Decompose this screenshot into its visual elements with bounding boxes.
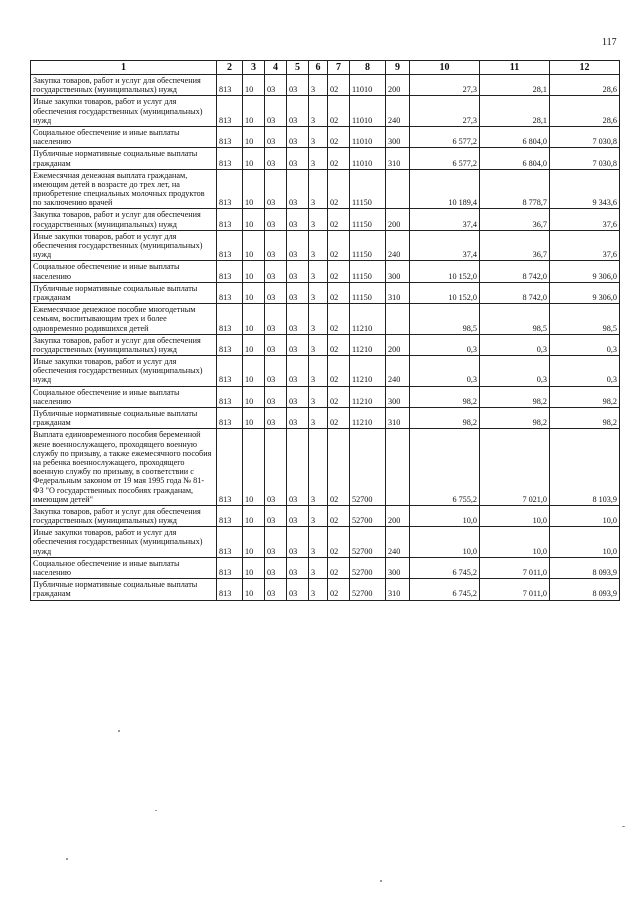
column-header: 11 [480, 61, 550, 75]
cell-col-5: 03 [287, 261, 309, 282]
cell-col-2: 813 [217, 557, 243, 578]
cell-col-4: 03 [265, 282, 287, 303]
cell-col-2: 813 [217, 579, 243, 600]
table-row [31, 282, 620, 303]
cell-col-3: 10 [243, 505, 265, 526]
cell-col-4: 03 [265, 408, 287, 429]
column-header: 3 [243, 61, 265, 75]
cell-col-5: 03 [287, 75, 309, 96]
cell-col-4: 03 [265, 527, 287, 558]
cell-col-8: 11010 [350, 96, 386, 127]
cell-col-7: 02 [328, 75, 350, 96]
cell-col-11: 28,1 [480, 96, 550, 127]
cell-col-11: 28,1 [480, 75, 550, 96]
cell-col-7: 02 [328, 261, 350, 282]
table-body [31, 75, 620, 601]
cell-col-2: 813 [217, 386, 243, 407]
cell-col-6: 3 [309, 579, 328, 600]
cell-col-9: 240 [386, 356, 410, 387]
cell-col-4: 03 [265, 209, 287, 230]
cell-col-10: 10 152,0 [410, 282, 480, 303]
cell-col-9: 310 [386, 408, 410, 429]
table-row [31, 126, 620, 147]
cell-col-3: 10 [243, 261, 265, 282]
cell-col-5: 03 [287, 386, 309, 407]
cell-col-3: 10 [243, 356, 265, 387]
cell-col-5: 03 [287, 169, 309, 209]
cell-col-11: 8 742,0 [480, 261, 550, 282]
cell-col-5: 03 [287, 96, 309, 127]
cell-col-3: 10 [243, 96, 265, 127]
scan-speck [118, 730, 120, 732]
cell-col-4: 03 [265, 579, 287, 600]
cell-col-10: 27,3 [410, 75, 480, 96]
cell-col-3: 10 [243, 304, 265, 335]
column-header: 7 [328, 61, 350, 75]
cell-col-7: 02 [328, 282, 350, 303]
cell-col-12: 8 103,9 [550, 429, 620, 506]
cell-col-4: 03 [265, 304, 287, 335]
cell-col-5: 03 [287, 505, 309, 526]
cell-col-10: 10 152,0 [410, 261, 480, 282]
cell-col-10: 6 577,2 [410, 148, 480, 169]
cell-col-6: 3 [309, 557, 328, 578]
cell-col-8: 11150 [350, 230, 386, 261]
cell-col-2: 813 [217, 334, 243, 355]
scan-speck [155, 810, 157, 811]
cell-col-9: 200 [386, 505, 410, 526]
cell-col-12: 8 093,9 [550, 557, 620, 578]
cell-col-8: 11210 [350, 334, 386, 355]
cell-col-6: 3 [309, 304, 328, 335]
cell-col-8: 11210 [350, 408, 386, 429]
row-name-cell: Публичные нормативные социальные выплаты гражданам [31, 282, 217, 303]
row-name-cell: Социальное обеспечение и иные выплаты населению [31, 261, 217, 282]
column-header: 9 [386, 61, 410, 75]
cell-col-5: 03 [287, 334, 309, 355]
cell-col-2: 813 [217, 527, 243, 558]
budget-table [30, 60, 620, 601]
cell-col-12: 0,3 [550, 356, 620, 387]
cell-col-8: 52700 [350, 527, 386, 558]
cell-col-11: 8 742,0 [480, 282, 550, 303]
cell-col-7: 02 [328, 230, 350, 261]
cell-col-7: 02 [328, 334, 350, 355]
cell-col-8: 11010 [350, 126, 386, 147]
cell-col-8: 11210 [350, 386, 386, 407]
cell-col-3: 10 [243, 527, 265, 558]
cell-col-3: 10 [243, 334, 265, 355]
cell-col-2: 813 [217, 169, 243, 209]
cell-col-11: 7 011,0 [480, 579, 550, 600]
table-row [31, 75, 620, 96]
cell-col-11: 0,3 [480, 356, 550, 387]
cell-col-6: 3 [309, 505, 328, 526]
cell-col-5: 03 [287, 230, 309, 261]
cell-col-3: 10 [243, 209, 265, 230]
cell-col-11: 10,0 [480, 527, 550, 558]
cell-col-4: 03 [265, 386, 287, 407]
cell-col-6: 3 [309, 408, 328, 429]
cell-col-8: 11150 [350, 209, 386, 230]
cell-col-7: 02 [328, 126, 350, 147]
cell-col-2: 813 [217, 75, 243, 96]
cell-col-12: 98,5 [550, 304, 620, 335]
row-name-cell: Ежемесячное денежное пособие многодетным семьям, воспитывающим трех и более одновременно родившихся детей [31, 304, 217, 335]
cell-col-10: 0,3 [410, 334, 480, 355]
cell-col-10: 6 745,2 [410, 579, 480, 600]
table-row [31, 527, 620, 558]
cell-col-6: 3 [309, 261, 328, 282]
cell-col-6: 3 [309, 282, 328, 303]
cell-col-12: 28,6 [550, 96, 620, 127]
row-name-cell: Иные закупки товаров, работ и услуг для обеспечения государственных (муниципальных) нужд [31, 527, 217, 558]
row-name-cell: Закупка товаров, работ и услуг для обеспечения государственных (муниципальных) нужд [31, 334, 217, 355]
cell-col-7: 02 [328, 579, 350, 600]
cell-col-8: 52700 [350, 505, 386, 526]
cell-col-4: 03 [265, 505, 287, 526]
table-row [31, 386, 620, 407]
page-number: 117 [602, 37, 617, 48]
scan-speck [622, 826, 625, 827]
cell-col-4: 03 [265, 169, 287, 209]
row-name-cell: Публичные нормативные социальные выплаты гражданам [31, 148, 217, 169]
cell-col-2: 813 [217, 408, 243, 429]
cell-col-12: 0,3 [550, 334, 620, 355]
cell-col-12: 9 306,0 [550, 261, 620, 282]
cell-col-9: 240 [386, 96, 410, 127]
cell-col-4: 03 [265, 126, 287, 147]
cell-col-4: 03 [265, 75, 287, 96]
cell-col-5: 03 [287, 579, 309, 600]
cell-col-9: 300 [386, 261, 410, 282]
table-row [31, 230, 620, 261]
cell-col-8: 11150 [350, 282, 386, 303]
cell-col-12: 98,2 [550, 386, 620, 407]
column-header: 8 [350, 61, 386, 75]
cell-col-2: 813 [217, 261, 243, 282]
cell-col-3: 10 [243, 169, 265, 209]
cell-col-10: 98,2 [410, 386, 480, 407]
cell-col-3: 10 [243, 148, 265, 169]
cell-col-2: 813 [217, 505, 243, 526]
cell-col-11: 6 804,0 [480, 148, 550, 169]
cell-col-4: 03 [265, 96, 287, 127]
cell-col-11: 36,7 [480, 209, 550, 230]
cell-col-5: 03 [287, 282, 309, 303]
cell-col-10: 10 189,4 [410, 169, 480, 209]
column-header: 12 [550, 61, 620, 75]
cell-col-3: 10 [243, 386, 265, 407]
cell-col-3: 10 [243, 408, 265, 429]
cell-col-9: 300 [386, 557, 410, 578]
table-row [31, 356, 620, 387]
cell-col-8: 11210 [350, 356, 386, 387]
scan-speck [66, 858, 68, 860]
row-name-cell: Социальное обеспечение и иные выплаты населению [31, 386, 217, 407]
row-name-cell: Закупка товаров, работ и услуг для обеспечения государственных (муниципальных) нужд [31, 209, 217, 230]
row-name-cell: Ежемесячная денежная выплата гражданам, имеющим детей в возрасте до трех лет, на приобретение специальных молочных продуктов по заключению врачей [31, 169, 217, 209]
cell-col-7: 02 [328, 96, 350, 127]
cell-col-9: 300 [386, 386, 410, 407]
row-name-cell: Выплата единовременного пособия беременной жене военнослужащего, проходящего военную службу по призыву, а также ежемесячного пособия на ребенка военнослужащего, проходящего военную службу по призыву, в соответствии с Федеральным законом от 19 мая 1995 года № 81-ФЗ "О государственных пособиях гражданам, имеющим детей" [31, 429, 217, 506]
cell-col-6: 3 [309, 386, 328, 407]
cell-col-9 [386, 429, 410, 506]
cell-col-11: 7 021,0 [480, 429, 550, 506]
cell-col-8: 52700 [350, 557, 386, 578]
cell-col-7: 02 [328, 169, 350, 209]
cell-col-11: 10,0 [480, 505, 550, 526]
cell-col-8: 11010 [350, 148, 386, 169]
cell-col-11: 98,5 [480, 304, 550, 335]
table-header-row [31, 61, 620, 75]
scan-speck [380, 880, 382, 882]
cell-col-9: 300 [386, 126, 410, 147]
cell-col-7: 02 [328, 386, 350, 407]
cell-col-7: 02 [328, 527, 350, 558]
cell-col-4: 03 [265, 148, 287, 169]
cell-col-12: 98,2 [550, 408, 620, 429]
cell-col-11: 36,7 [480, 230, 550, 261]
column-header: 2 [217, 61, 243, 75]
cell-col-12: 37,6 [550, 209, 620, 230]
cell-col-7: 02 [328, 209, 350, 230]
cell-col-9: 310 [386, 148, 410, 169]
cell-col-5: 03 [287, 304, 309, 335]
cell-col-6: 3 [309, 527, 328, 558]
cell-col-4: 03 [265, 334, 287, 355]
cell-col-4: 03 [265, 557, 287, 578]
cell-col-9: 310 [386, 282, 410, 303]
cell-col-5: 03 [287, 356, 309, 387]
cell-col-6: 3 [309, 169, 328, 209]
cell-col-6: 3 [309, 209, 328, 230]
cell-col-8: 11210 [350, 304, 386, 335]
cell-col-6: 3 [309, 126, 328, 147]
cell-col-9: 200 [386, 209, 410, 230]
table-row [31, 429, 620, 506]
cell-col-11: 0,3 [480, 334, 550, 355]
cell-col-6: 3 [309, 230, 328, 261]
cell-col-9 [386, 304, 410, 335]
cell-col-2: 813 [217, 429, 243, 506]
cell-col-8: 52700 [350, 429, 386, 506]
cell-col-2: 813 [217, 96, 243, 127]
cell-col-12: 8 093,9 [550, 579, 620, 600]
column-header: 10 [410, 61, 480, 75]
cell-col-2: 813 [217, 356, 243, 387]
row-name-cell: Закупка товаров, работ и услуг для обеспечения государственных (муниципальных) нужд [31, 505, 217, 526]
cell-col-4: 03 [265, 261, 287, 282]
cell-col-8: 11150 [350, 261, 386, 282]
cell-col-3: 10 [243, 282, 265, 303]
cell-col-8: 52700 [350, 579, 386, 600]
row-name-cell: Иные закупки товаров, работ и услуг для обеспечения государственных (муниципальных) нужд [31, 230, 217, 261]
cell-col-6: 3 [309, 356, 328, 387]
cell-col-10: 10,0 [410, 505, 480, 526]
cell-col-8: 11150 [350, 169, 386, 209]
table-row [31, 505, 620, 526]
cell-col-2: 813 [217, 126, 243, 147]
cell-col-3: 10 [243, 429, 265, 506]
row-name-cell: Публичные нормативные социальные выплаты гражданам [31, 579, 217, 600]
table-row [31, 304, 620, 335]
cell-col-11: 7 011,0 [480, 557, 550, 578]
cell-col-4: 03 [265, 356, 287, 387]
cell-col-5: 03 [287, 209, 309, 230]
cell-col-9 [386, 169, 410, 209]
cell-col-9: 200 [386, 334, 410, 355]
cell-col-9: 240 [386, 230, 410, 261]
cell-col-2: 813 [217, 230, 243, 261]
cell-col-10: 6 745,2 [410, 557, 480, 578]
table-row [31, 408, 620, 429]
table-row [31, 579, 620, 600]
cell-col-2: 813 [217, 148, 243, 169]
cell-col-7: 02 [328, 304, 350, 335]
table-row [31, 96, 620, 127]
cell-col-2: 813 [217, 209, 243, 230]
cell-col-10: 98,5 [410, 304, 480, 335]
cell-col-8: 11010 [350, 75, 386, 96]
cell-col-10: 6 577,2 [410, 126, 480, 147]
row-name-cell: Иные закупки товаров, работ и услуг для обеспечения государственных (муниципальных) нужд [31, 356, 217, 387]
cell-col-3: 10 [243, 557, 265, 578]
cell-col-3: 10 [243, 126, 265, 147]
row-name-cell: Социальное обеспечение и иные выплаты населению [31, 557, 217, 578]
table-row [31, 557, 620, 578]
cell-col-7: 02 [328, 429, 350, 506]
cell-col-7: 02 [328, 356, 350, 387]
cell-col-6: 3 [309, 429, 328, 506]
cell-col-5: 03 [287, 527, 309, 558]
cell-col-7: 02 [328, 505, 350, 526]
cell-col-12: 7 030,8 [550, 148, 620, 169]
cell-col-12: 9 306,0 [550, 282, 620, 303]
cell-col-5: 03 [287, 148, 309, 169]
cell-col-7: 02 [328, 408, 350, 429]
cell-col-12: 28,6 [550, 75, 620, 96]
cell-col-6: 3 [309, 334, 328, 355]
column-header: 1 [31, 61, 217, 75]
cell-col-11: 8 778,7 [480, 169, 550, 209]
cell-col-10: 10,0 [410, 527, 480, 558]
cell-col-3: 10 [243, 579, 265, 600]
cell-col-9: 240 [386, 527, 410, 558]
cell-col-12: 9 343,6 [550, 169, 620, 209]
cell-col-3: 10 [243, 230, 265, 261]
table-row [31, 209, 620, 230]
cell-col-11: 98,2 [480, 408, 550, 429]
cell-col-9: 310 [386, 579, 410, 600]
table-row [31, 169, 620, 209]
cell-col-5: 03 [287, 429, 309, 506]
cell-col-4: 03 [265, 429, 287, 506]
cell-col-3: 10 [243, 75, 265, 96]
cell-col-10: 0,3 [410, 356, 480, 387]
cell-col-9: 200 [386, 75, 410, 96]
cell-col-5: 03 [287, 126, 309, 147]
table-row [31, 334, 620, 355]
row-name-cell: Закупка товаров, работ и услуг для обеспечения государственных (муниципальных) нужд [31, 75, 217, 96]
cell-col-12: 10,0 [550, 505, 620, 526]
cell-col-2: 813 [217, 304, 243, 335]
cell-col-10: 98,2 [410, 408, 480, 429]
column-header: 5 [287, 61, 309, 75]
table-row [31, 148, 620, 169]
cell-col-12: 37,6 [550, 230, 620, 261]
column-header: 4 [265, 61, 287, 75]
cell-col-12: 10,0 [550, 527, 620, 558]
row-name-cell: Публичные нормативные социальные выплаты гражданам [31, 408, 217, 429]
cell-col-6: 3 [309, 96, 328, 127]
table-row [31, 261, 620, 282]
cell-col-10: 6 755,2 [410, 429, 480, 506]
cell-col-7: 02 [328, 148, 350, 169]
cell-col-7: 02 [328, 557, 350, 578]
cell-col-5: 03 [287, 557, 309, 578]
row-name-cell: Иные закупки товаров, работ и услуг для обеспечения государственных (муниципальных) нужд [31, 96, 217, 127]
cell-col-5: 03 [287, 408, 309, 429]
cell-col-10: 27,3 [410, 96, 480, 127]
cell-col-10: 37,4 [410, 209, 480, 230]
cell-col-12: 7 030,8 [550, 126, 620, 147]
cell-col-11: 6 804,0 [480, 126, 550, 147]
cell-col-6: 3 [309, 148, 328, 169]
cell-col-6: 3 [309, 75, 328, 96]
cell-col-11: 98,2 [480, 386, 550, 407]
column-header: 6 [309, 61, 328, 75]
cell-col-10: 37,4 [410, 230, 480, 261]
cell-col-4: 03 [265, 230, 287, 261]
row-name-cell: Социальное обеспечение и иные выплаты населению [31, 126, 217, 147]
cell-col-2: 813 [217, 282, 243, 303]
